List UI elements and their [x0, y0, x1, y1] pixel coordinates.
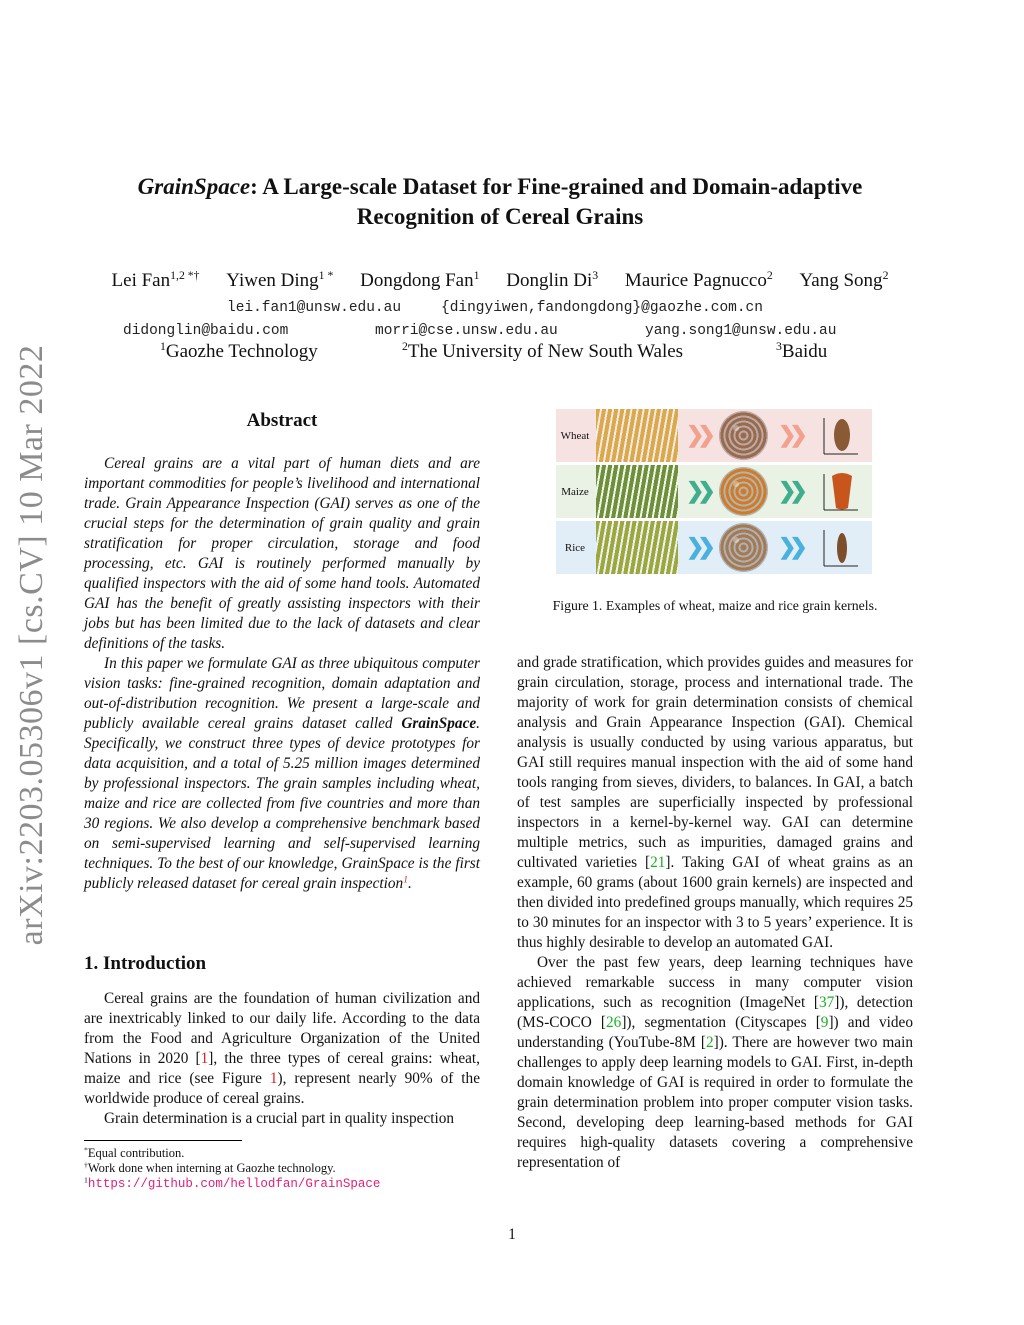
citation-link[interactable]: 37	[818, 994, 835, 1011]
author: Yang Song$^2$	[799, 268, 889, 291]
figure-row-rice	[556, 521, 872, 574]
body-paragraph: and grade stratification, which provides guides and measures for grain circulation, storage, process and international trade. The majority of work for grain determination consists of chemical analysis and Grain Appearance Inspection (GAI). Chemical analysis is usually conducted by using various apparatus, but GAI still requires manual inspection with the aid of some hand tools ranging from sieves, dividers, to balances. In GAI, a batch of test samples are superficially inspected by professional inspectors in a kernel-by-kernel way. GAI can determine multiple metrics, such as impurities, damaged grains and cultivated varieties [21]. Taking GAI of wheat grains as an example, 60 grams (about 1600 grain kernels) are inspected and then divided into predefined groups manually, which requires 25 to 30 minutes for an inspector with 3 to 5 years’ experience. It is thus highly desirable to develop an automated GAI.	[517, 654, 913, 951]
affiliation-baidu: $^3$Baidu	[776, 339, 828, 362]
paper-title	[100, 172, 900, 232]
row-label-maize: Maize	[561, 485, 589, 498]
rice-kernel-image	[818, 526, 862, 570]
figure-1	[556, 409, 872, 575]
maize-kernel-image	[818, 470, 862, 514]
title-line1: : A Large-scale Dataset for Fine-grained and Domain-adaptive	[250, 174, 863, 199]
footnote-rule	[84, 1140, 242, 1141]
citation-link[interactable]: 2	[705, 1034, 714, 1051]
row-label-rice: Rice	[564, 541, 586, 554]
citation-link[interactable]: 1	[200, 1050, 209, 1067]
email-gaozhe[interactable]: {dingyiwen,fandongdong}@gaozhe.com.cn	[441, 300, 763, 316]
maize-grains-image	[719, 467, 768, 516]
footnote-equal: *Equal contribution.	[84, 1145, 185, 1160]
footnote-ref[interactable]: 1	[403, 875, 408, 886]
author: Lei Fan$^{1,2 *\dagger}$	[111, 268, 200, 291]
author: Dongdong Fan$^1$	[360, 268, 480, 291]
email-yang[interactable]: yang.song1@unsw.edu.au	[645, 323, 837, 339]
arrow-icon: ❯❯	[778, 422, 801, 447]
intro-paragraph: Cereal grains are the foundation of human civilization and are inextricably linked to our daily life. According to the data from the Food and Agriculture Organization of the United Nations in 2020 [1], the three types of cereal grains: wheat, maize and rice (see Figure 1), represent nearly 90% of the worldwide produce of cereal grains.	[84, 990, 480, 1107]
abstract-heading: Abstract	[246, 410, 318, 431]
abstract-paragraph: Cereal grains are a vital part of human diets and are important commodities for people’s livelihood and international trade. Grain Appearance Inspection (GAI) serves as one of the crucial steps for the determination of grain quality and grain stratification for proper circulation, storage and food processing, etc. GAI is routinely performed manually by qualified inspectors with the aid of some hand tools. Automated GAI has the benefit of greatly assisting inspectors with their jobs but has been limited due to the lack of datasets and clear definitions of the tasks.	[84, 455, 480, 652]
rice-grains-image	[719, 523, 768, 572]
wheat-kernel-image	[818, 414, 862, 458]
intro-paragraph: Grain determination is a crucial part in quality inspection	[104, 1110, 455, 1127]
rice-field-image	[596, 521, 678, 574]
intro-body	[84, 989, 480, 1129]
arxiv-id-text: arXiv:2203.05306v1 [cs.CV] 10 Mar 2022	[13, 344, 50, 946]
abstract-body	[84, 454, 480, 894]
wheat-grains-image	[719, 411, 768, 460]
email-morri[interactable]: morri@cse.unsw.edu.au	[375, 323, 558, 339]
author-list	[60, 270, 940, 292]
arrow-icon: ❯❯	[778, 534, 801, 559]
body-paragraph: Over the past few years, deep learning techniques have achieved remarkable success in many computer vision applications, such as recognition (ImageNet [37]), detection (MS-COCO [26]), segmentation (Cityscapes [9]) and video understanding (YouTube-8M [2]). There are however two main challenges to apply deep learning models to GAI. First, in-depth domain knowledge of GAI is required in order to formulate the grain determination problem into proper computer vision tasks. Second, developing deep learning-based methods for GAI requires high-quality datasets covering a comprehensive representation of	[517, 954, 913, 1171]
affiliation-unsw: $^2$The University of New South Wales	[402, 339, 684, 362]
affiliation-gaozhe: $^1$Gaozhe Technology	[160, 339, 318, 362]
page-number: 1	[508, 1226, 516, 1243]
footnote-url: $^1$https://github.com/hellodfan/GrainSpace	[84, 1175, 381, 1191]
title-italic: GrainSpace	[137, 174, 251, 199]
footnotes	[84, 1146, 480, 1192]
email-lei[interactable]: lei.fan1@unsw.edu.au	[227, 300, 402, 316]
abstract-paragraph: In this paper we formulate GAI as three ubiquitous computer vision tasks: fine-grained recognition, domain adaptation and out-of-distribution recognition. We present a large-scale and publicly available cereal grains dataset called GrainSpace. Specifically, we construct three types of device prototypes for data acquisition, and a total of 5.25 million images determined by professional inspectors. The grain samples including wheat, maize and rice are collected from five countries and more than 30 regions. We also develop a comprehensive benchmark based on semi-supervised learning and self-supervised learning techniques. To the best of our knowledge, GrainSpace is the first publicly released dataset for cereal grain inspection$^1$.	[84, 655, 480, 892]
arxiv-side-label	[12, 344, 52, 946]
row-label-wheat: Wheat	[560, 429, 590, 442]
figure-row-maize	[556, 465, 872, 518]
maize-field-image	[596, 465, 678, 518]
email-didonglin[interactable]: didonglin@baidu.com	[123, 323, 289, 339]
title-line2: Recognition of Cereal Grains	[356, 204, 644, 229]
author: Yiwen Ding$^{1 *}$	[226, 268, 334, 291]
right-column-body	[517, 653, 913, 1173]
citation-link[interactable]: 9	[820, 1014, 829, 1031]
citation-link[interactable]: 26	[606, 1014, 622, 1031]
author: Donglin Di$^3$	[506, 268, 599, 291]
figure-caption: Figure 1. Examples of wheat, maize and rice grain kernels.	[552, 598, 878, 613]
wheat-field-image	[596, 409, 678, 462]
arrow-icon: ❯❯	[686, 534, 709, 559]
citation-link[interactable]: 21	[650, 854, 666, 871]
figure-ref-link[interactable]: 1	[269, 1070, 278, 1087]
github-link[interactable]: https://github.com/hellodfan/GrainSpace	[87, 1177, 381, 1191]
arrow-icon: ❯❯	[778, 478, 801, 503]
section-heading-introduction: 1. Introduction	[84, 953, 207, 974]
arrow-icon: ❯❯	[686, 422, 709, 447]
figure-row-wheat	[556, 409, 872, 462]
footnote-intern: †Work done when interning at Gaozhe technology.	[84, 1160, 336, 1175]
arrow-icon: ❯❯	[686, 478, 709, 503]
author: Maurice Pagnucco$^2$	[624, 268, 773, 291]
